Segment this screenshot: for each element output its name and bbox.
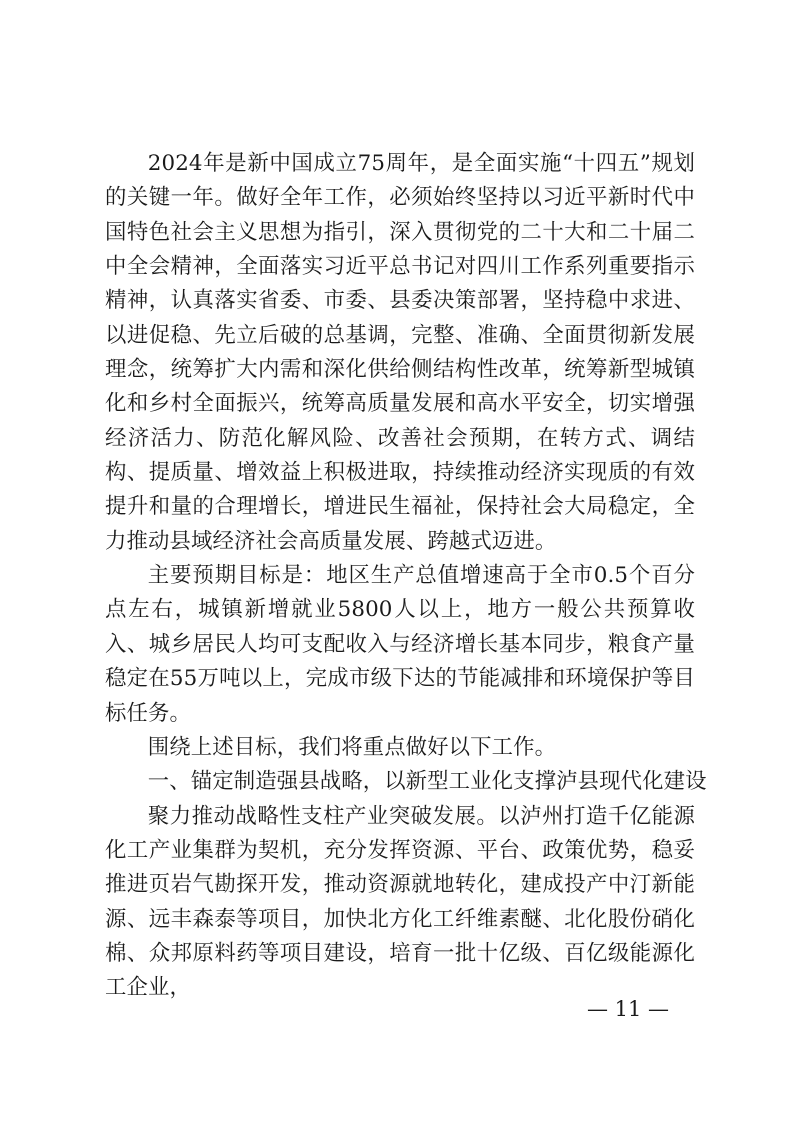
paragraph-work-intro: 围绕上述目标，我们将重点做好以下工作。	[147, 734, 557, 760]
document-body	[105, 147, 707, 1006]
paragraph-industry-development: 聚力推动战略性支柱产业突破发展。以泸州打造千亿能源化工产业集群为契机，充分发挥资源、平台、政策优势，稳妥推进页岩气勘探开发，推动资源就地转化，建成投产中汀新能源、远丰森泰等项目，加快北方化工纤维素醚、北化股份硝化棉、众邦原料药等项目建设，培育一批十亿级、百亿级能源化工企业，	[105, 803, 695, 1001]
paragraph-main-targets: 主要预期目标是：地区生产总值增速高于全市0.5个百分点左右，城镇新增就业5800人以上，地方一般公共预算收入、城乡居民人均可支配收入与经济增长基本同步，粮食产量稳定在55万吨以上，完成市级下达的节能减排和环境保护等目标任务。	[105, 563, 695, 726]
paragraph-annual-overview: 2024年是新中国成立75周年，是全面实施“十四五”规划的关键一年。做好全年工作，必须始终坚持以习近平新时代中国特色社会主义思想为指引，深入贯彻党的二十大和二十届二中全会精神，全面落实习近平总书记对四川工作系列重要指示精神，认真落实省委、市委、县委决策部署，坚持稳中求进、以进促稳、先立后破的总基调，完整、准确、全面贯彻新发展理念，统筹扩大内需和深化供给侧结构性改革，统筹新型城镇化和乡村全面振兴，统筹高质量发展和高水平安全，切实增强经济活力、防范化解风险、改善社会预期，在转方式、调结构、提质量、增效益上积极进取，持续推动经济实现质的有效提升和量的合理增长，增进民生福祉，保持社会大局稳定，全力推动县域经济社会高质量发展、跨越式迈进。	[105, 151, 695, 554]
section-heading: 一、锚定制造强县战略，以新型工业化支撑泸县现代化建设	[147, 769, 707, 795]
page-number: — 11 —	[586, 997, 670, 1021]
